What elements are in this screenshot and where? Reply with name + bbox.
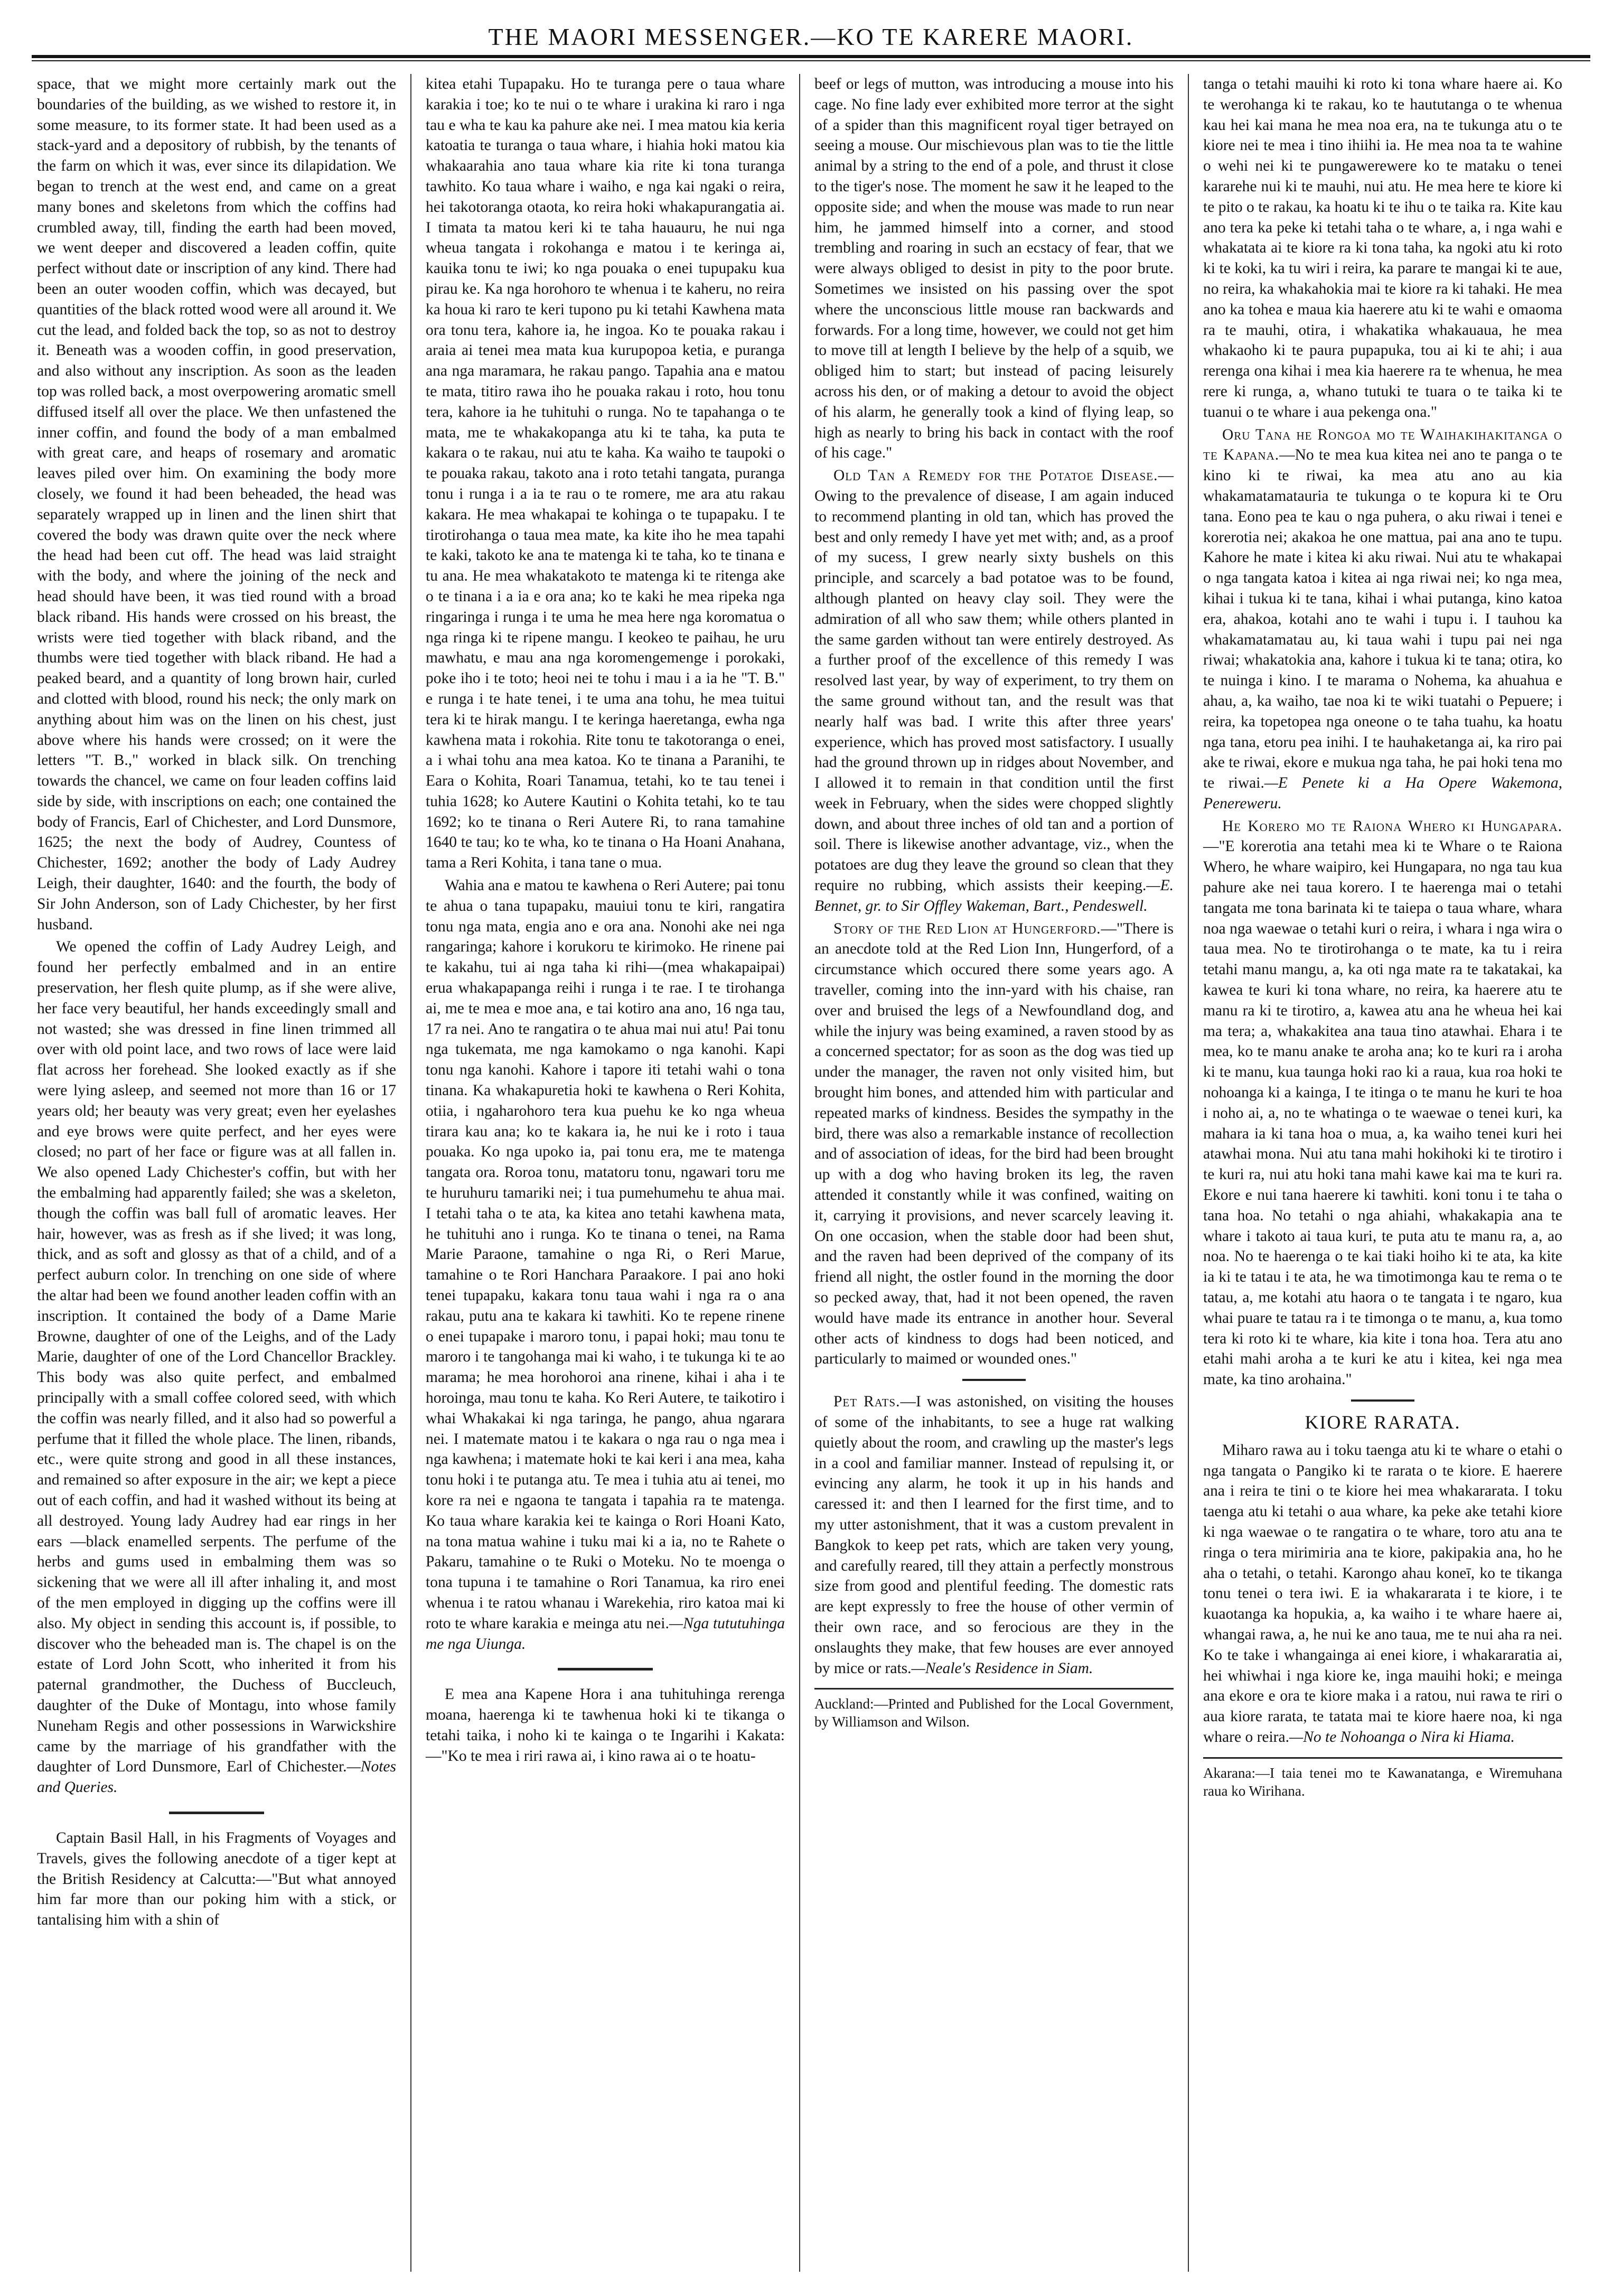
column-4 — [1203, 74, 1562, 1802]
article-paragraph: beef or legs of mutton, was introducing a mouse into his cage. No fine lady ever exhibited more terror at the sight of a spider than this magnificent royal tiger betrayed on seeing a mouse. Our mischievous plan was to tie the little animal by a string to the end of a pole, and thrust it close to the tiger's nose. The moment he saw it he leaped to the opposite side; and when the mouse was made to run near him, he jammed himself into a corner, and stood trembling and roaring in such an ecstacy of fear, that we were always obliged to desist in pity to the poor brute. Sometimes we insisted on his passing over the spot where the unconscious little mouse ran backwards and forwards. For a long time, however, we could not get him to move till at length I believe by the help of a squib, we obliged him to start; but instead of pacing leisurely across his den, or of making a detour to avoid the object of his alarm, he generally took a kind of flying leap, so high as nearly to bring his back in contact with the roof of his cage." — [814, 76, 1174, 462]
article-paragraph: He Korero mo te Raiona Whero ki Hungapara.—"E korerotia ana tetahi mea ki te Whare o te Raiona Whero, he whare waipiro, kei Hungapara, no nga tau kua pahure ake nei taua korero. I te haerenga mai o tetahi tangata me tona barinata ki te taiepa o taua whare, whara noa nga waewae o tetahi kuri o reira, i whara i nga wira o taua mea. No te tirotirohanga o te mate, ka tu i reira tetahi manu mangu, a, ka oti nga mate ra te takatakai, ka kawea te kuri ki tona whare, no reira, ka haerere atu te manu ra ki te tirotiro, a, kawea atu ana he wheua hei kai ma tera; a, whakakitea ana taua tino atawhai. Ehara i te mea, ko te manu anake te aroha ana; ko te kuri ra i aroha ki te manu, kua taunga hoki rao ki a raua, kua roa hoki te nohoanga ki a kainga, I te itinga o te manu he kuri te hoa i noho ai, a, no te whatinga o te waewae o tenei kuri, ka mahara ia ki tana hoa o mua, a, ka waiho tenei kuri hei atawhai mona. Nui atu tana mahi hokihoki ki te tirotiro i te kuri ra, nui atu hoki tana mahi kawe kai ma te kuri ra. Ekore e nui tana haerere ki tawhiti. koni tonu i te taha o tana hoa. No tetahi o nga ahiahi, whakakapia ana te whare i takoto ai taua kuri, te puta atu te manu ra, a, ao noa. No te haerenga o te kai tiaki hoiho ki te ata, ka kite ia ki te tatau i te ata, he wa timotimonga kau te rema o te tatau, a, me kotahi atu haora o te tangata i te ngaro, kua whai puare te tatau ra i te timonga o te manu, a, kua tomo tera ki roto ki te whare, kia kite i tona hoa. Tera atu ano etahi mahi aroha a te kuri ke atu i kitea, kei nga mea mate, ka tino arohaina." — [1203, 817, 1562, 1388]
article-paragraph: Oru Tana he Rongoa mo te Waihakihakitanga o te Kapana.—No te mea kua kitea nei ano te panga o te kino ki te riwai, ka mea atu ano au kia whakamatamatauria te tukunga o te kopura ki te Oru tana. Eono pea te kau o nga puhera, o aku riwai i tenei e korerotia nei; akakoa he one mattua, pai ana ano te tupu. Kahore he mate i kitea ki aku riwai. Nui atu te whakapai o nga tangata katoa i kitea ai nga riwai nei; ko nga mea, kihai i tukua ki te tana, kihai i whai putanga, kino katoa era, ahakoa, kotahi ano te wahi i tupu i. I tauhou ka whakamatamatau au, ki taua wahi i tupu pai nei nga riwai; whakatokia ana, kahore i tukua ki te tana; otira, ko te nuinga i kino. I te marama o Nohema, ka ahuahua e ahau, a, ka waiho, tae noa ki te wiki tuatahi o Pepuere; i reira, ka topetopea nga oneone o te taha tuahu, ka hoatu nga tana, etoru pea inihi. I te hauhaketanga ai, ka riro pai ake te riwai, ekore e mukua nga taha, he pai hoki tena mo te riwai.—E Penete ki a Ha Opere Wakemona, Penereweru. — [1203, 426, 1563, 812]
column-divider — [410, 74, 411, 2272]
source-attribution: —No te Nohoanga o Nira ki Hiama. — [1289, 1728, 1515, 1746]
article-heading: Pet Rats. — [833, 1393, 901, 1411]
article-paragraph: space, that we might more certainly mark out the boundaries of the building, as we wished to restore it, in some measure, to its former state. It had been used as a stack-yard and a depository of rubbish, by the tenants of the farm on which it was, ever since its dilapidation. We began to trench at the west end, and came on a great many bones and skeletons from which the coffins had crumbled away, till, finding the earth had been moved, we went deeper and discovered a leaden coffin, quite perfect without date or inscription of any kind. There had been an outer wooden coffin, which was decayed, but quantities of the black rotted wood were all around it. We cut the lead, and folded back the top, so as not to destroy it. Beneath was a wooden coffin, in good preservation, and also without any inscription. As soon as the leaden top was rolled back, a most overpowering aromatic smell diffused itself all over the place. We then unfastened the inner coffin, and found the body of a man embalmed with great care, and heaps of rosemary and aromatic leaves piled over him. On examining the body more closely, we found it had been beheaded, the head was separately wrapped up in linen and the linen shirt that covered the body was drawn quite over the neck where the head had been cut off. The head was laid straight with the body, and where the joining of the neck and head should have been, it was tied round with a broad black riband. His hands were crossed on his breast, the wrists were tied together with black riband, and the thumbs were tied together with black riband. He had a peaked beard, and a quantity of long brown hair, curled and clotted with blood, round his neck; the only mark on anything about him was on the linen on his chest, just above where his hands were crossed; on it were the letters "T. B.," worked in black silk. On trenching towards the chancel, we came on four leaden coffins laid side by side, with inscriptions on each; one contained the body of Francis, Earl of Chichester, and Lord Dunsmore, 1625; the next the body of Audrey, Countess of Chichester, 1692; another the body of Lady Audrey Leigh, their daughter, 1640: and the fourth, the body of Sir John Anderson, son of Lady Chichester, by her first husband. — [37, 76, 396, 933]
column-divider — [799, 74, 800, 2272]
article-paragraph: kitea etahi Tupapaku. Ho te turanga pere o taua whare karakia i toe; ko te nui o te whare i urakina ki raro i nga tau e wha te kau ka pahure ake nei. I mea matou kia keria katoatia te turanga o taua whare, i hiahia hoki matou kia whakaarahia ano taua whare kia rite ki tona turanga tawhito. Ko taua whare i waiho, e nga kai ngaki o reira, hei takotoranga otaota, ko reira hoki whakapurangatia ai. I timata ta matou keri ki te taha hauauru, he nui nga wheua tangata i rokohanga e matou i te keringa ai, kauika tonu te iwi; ko nga pouaka o enei tupupaku kua pirau ke. Ka nga horohoro te whenua i te kaheru, no reira ka houa ki raro te keri tupono pu ki tetahi Kawhena mata ora tonu tera, kahore ia, he ingoa. Ko te pouaka rakau i araia ai tenei mea mata kua kurupopoa ketia, e puranga ana nga maramara, he rakau pango. Tapahia ana e matou te mata, titiro rawa iho he pouaka rakau i roto, hou tonu tera, kahore ia he tuhituhi o runga. No te tapahanga o te mata, me te whakakopanga atu ki te taha, ka puta te kakara o te rakau, nui atu te kaha. Ka waiho te taupoki o te pouaka rakau, takoto ana i roto tetahi tangata, puranga tonu i runga i a ia te rau o te romere, me ara atu rakau kakara. He mea whakapai te kohinga o te tupapaku. I te tirotirohanga o taua mea mate, ka kite iho he mea tapahi te kaki, takoto ke ana te matenga ki te taha, ko te tinana e tu ana. He mea whakatakoto te matenga ki te ritenga ake o te tinana i a ia e ora ana; ko te kaki he mea ripeka nga ringaringa i runga i te uma he mea here nga koromatua o nga ringa ki te ripene mangu. I keokeo te paihau, he uru mawhatu, e mau ana nga koromengemenge i porokaki, poke iho i te toto; heoi nei te tohu i mau i a ia he "T. B." e runga i te hate tenei, i te uma ana tohu, he mea tuitui tera ki te hirak mangu. I te keringa haeretanga, ewha nga kawhena mata i rokohia. Rite tonu te takotoranga o enei, a i whai tohu ana mea katoa. Ko te tinana a Paranihi, te Eara o Kohita, Roari Tanamua, tetahi, ko te tau tenei i tuhia 1628; ko Autere Kautini o Kohita tetahi, ko te tau 1692; ko te tinana o Reri Autere Ri, to rana tamahine 1640 te tau; ko te wha, ko te tinana o Ha Hoani Anahana, tama a Reri Kohita, i tana tane o mua. — [426, 76, 785, 872]
article-paragraph: Pet Rats.—I was astonished, on visiting the houses of some of the inhabitants, to see a huge rat walking quietly about the room, and crawling up the master's legs in a cool and familiar manner. Instead of repulsing it, or evincing any alarm, he took it up in his hands and caressed it: and then I learned for the first time, and to my utter astonishment, that it was a custom prevalent in Bangkok to keep pet rats, which are taken very young, and carefully reared, till they attain a perfectly monstrous size from good and plentiful feeding. The domestic rats are kept expressly to free the house of other vermin of their own race, and so ferocious are they in the onslaughts they make, that few houses are ever annoyed by mice or rats.—Neale's Residence in Siam. — [814, 1393, 1174, 1677]
section-separator — [962, 1379, 1026, 1381]
article-paragraph: Captain Basil Hall, in his Fragments of Voyages and Travels, gives the following anecdote of a tiger kept at the British Residency at Calcutta:—"But what annoyed him far more than our poking him with a stick, or tantalising him with a shin of — [37, 1829, 396, 1929]
article-paragraph: E mea ana Kapene Hora i ana tuhituhinga rerenga moana, haerenga ki te tawhenua hoki ki te tikanga o tetahi taika, i noho ki te kainga o te Ingarihi i Kakata:—"Ko te mea i riri rawa ai, i kino rawa ai o te hoatu- — [426, 1686, 785, 1765]
imprint-block — [814, 1688, 1174, 1731]
article-heading: Oru Tana he Rongoa mo te Waihakihakitanga o te Kapana. — [1203, 426, 1562, 464]
column-divider — [1188, 74, 1189, 2272]
imprint-text: Auckland:—Printed and Published for the Local Government, by Williamson and Wilson. — [814, 1696, 1174, 1730]
article-heading: Story of the Red Lion at Hungerford. — [833, 920, 1101, 937]
masthead-rule-thin — [32, 60, 1590, 61]
column-3 — [814, 74, 1174, 1733]
article-paragraph: We opened the coffin of Lady Audrey Leigh, and found her perfectly embalmed and in an entire preservation, her flesh quite plump, as if she were alive, her face very beautiful, her hands exceedingly small and not wasted; she was dressed in fine linen trimmed all over with old point lace, and two rows of lace were laid flat across her forehead. She looked exactly as if she were lying asleep, and seemed not more than 16 or 17 years old; her beauty was very great; even her eyelashes and eye brows were quite perfect, and her eyes were closed; no part of her face or figure was at all fallen in. We also opened Lady Chichester's coffin, but with her the embalming had apparently failed; she was a skeleton, though the coffin was ball full of aromatic leaves. Her hair, however, was as fresh as if she lived; it was long, thick, and as soft and glossy as that of a child, and of a perfect auburn color. In trenching on one side of where the altar had been we found another leaden coffin with an inscription. It contained the body of a Dame Marie Browne, daughter of one of the Leighs, and of the Lady Marie, daughter of one of the Lord Chancellor Brackley. This body was also quite perfect, and embalmed principally with a small coffee colored seed, with which the coffin was nearly filled, and it also had so powerful a perfume that it filled the whole place. The linen, ribands, etc., were quite strong and good in all these instances, and remained so after exposure in the air; we kept a piece out of each coffin, and had it washed without its being at all destroyed. Young lady Audrey had ear rings in her ears —black enamelled serpents. The perfume of the herbs and gums used in embalming them was so sickening that we were all ill after inhaling it, and most of the men employed in digging up the coffins were ill also. My object in sending this account is, if possible, to discover who the beheaded man is. The chapel is on the estate of Lord John Scott, who inherited it from his paternal grandmother, the Duchess of Buccleuch, daughter of the Duke of Montagu, into whose family Nuneham Regis and other possessions in Warwickshire came by the marriage of his grandfather with the daughter of Lord Dunsmore, Earl of Chichester.—Notes and Queries. — [37, 938, 396, 1796]
source-attribution: —Neale's Residence in Siam. — [911, 1659, 1093, 1677]
column-1 — [37, 74, 396, 1933]
source-attribution: —E Penete ki a Ha Opere Wakemona, Penereweru. — [1203, 774, 1563, 812]
article-paragraph: Miharo rawa au i toku taenga atu ki te whare o etahi o nga tangata o Pangiko ki te rarata o te kiore. E haerere ana i reira te tini o te kiore hei mea whakararata. I toku taenga atu ki tetahi o aua whare, ka peke ake tetahi kiore ki nga waewae o te rangatira o te whare, toro atu ana te ringa o tera mirimiria ana te kiore, pakipakia ana, ho he aha o tetahi, o tetahi. Karongo ahau koneī, ko te tikanga tonu tenei o tera iwi. E ia whakararata i te kiore, i te kuaotanga ka hopukia, a, ka waiho i te whare haere ai, whangai rawa, a, he nui ke ano taua, me te nui aha ra nei. Ko te take i whangainga ai enei kiore, i whakararatia ai, hei whiwhai i nga kiore ke, inga mauihi hoki; e meinga ana ekore e ora te kiore maka i a ratou, nui rawa te riri o aua kiore rarata, te tatata mai te kiore haere noa, ki nga whare o reira.—No te Nohoanga o Nira ki Hiama. — [1203, 1441, 1562, 1746]
article-paragraph: Story of the Red Lion at Hungerford.—"There is an anecdote told at the Red Lion Inn, Hungerford, of a circumstance which occured there some years ago. A traveller, coming into the inn-yard with his chaise, ran over and bruised the legs of a Newfoundland dog, and while the injury was being examined, a raven stood by as a concerned spectator; for as soon as the dog was tied up under the manager, the raven not only visited him, but brought him bones, and attended him with particular and repeated marks of kindness. Besides the sympathy in the bird, there was also a remarkable instance of recollection and of association of ideas, for the bird had been brought up with a dog who having broken its leg, the raven attended it constantly while it was confined, waiting on it, carrying it provisions, and never scarcely leaving it. On one occasion, when the stable door had been shut, and the raven had been deprived of the company of its friend all night, the ostler found in the morning the door so pecked away, that, had it not been opened, the raven would have made its entrance in another hour. Several other acts of kindness to dogs had been noticed, and particularly to maimed or wounded ones." — [814, 920, 1174, 1368]
source-attribution: —Notes and Queries. — [37, 1758, 396, 1796]
article-heading: He Korero mo te Raiona Whero ki Hungapara. — [1222, 817, 1562, 835]
imprint-text: Akarana:—I taia tenei mo te Kawanatanga, e Wiremuhana raua ko Wirihana. — [1203, 1765, 1562, 1799]
article-paragraph: Wahia ana e matou te kawhena o Reri Autere; pai tonu te ahua o tana tupapaku, mauiui tonu te kiri, rangatira tonu nga mata, engia ano e ora ana. Nonohi ake nei nga rangaringa; kahore i korukoru te kirimoko. He rinene pai te kakahu, tui ai nga taha ki rihi—(mea whakapaipai) erua whakapapanga reihi i runga i te rae. I te tirohanga ai, me te mea e moe ana, e tai kotiro ana ano, 16 nga tau, 17 ra nei. Ano te rangatira o te ahua mai nui atu! Pai tonu nga tukemata, me nga kamokamo o nga kanohi. Kapi tonu nga kanohi. Kahore i tapore iti tetahi wahi o tona tinana. Ka whakapuretia hoki te kawhena o Reri Kohita, otiia, i ngaharohoro tera kua puehu ke ko nga wheua tirara kau ana; ko te kakara ia, he nui ke i roto i taua pouaka. Ko nga upoko ia, pai tonu era, me te matenga tangata ora. Roroa tonu, matatoru tonu, ngawari toru me te huruhuru tamariki nei; i tua pumehumehu te ahua mai. I tetahi taha o te ata, ka kitea ano tetahi kawhena mata, he tuhituhi ano i runga. Ko te tinana o tenei, na Rama Marie Paraone, tamahine o nga Ri, o Reri Marue, tamahine o te Rori Hanchara Paraakore. I pai ano hoki tenei tupapaku, kakara tonu taua wahi i nga ra o ana rakau, putu ana te kakara ki tawhiti. Ko te repene rinene o enei tupapake i maroro tonu, i papai hoki; mau tonu te maroro i te tangohanga mai ki waho, i te tukunga ki te ao marama; he mea horohoroi ana rinene, kihai i aha i te horoinga, mau tonu te kaha. Ko Reri Autere, te taikotiro i whai Whakakai ki nga taringa, he pango, ahua ngarara nei. I matemate matou i te kakara o nga rau o nga mea i nga kawhena; i matemate hoki te kai keri i ana mea, kaha tonu hoki i te putanga atu. Te mea i tuhia atu ai tenei, mo kore ra nei e ngaona te tangata i tapahia ra te matenga. Ko taua whare karakia kei te kainga o Rori Hoani Kato, na tona matua wahine i tuku mai ki a ia, no te Rahete o Pakaru, tamahine o te Ruki o Moteku. No te moenga o tona tupuna i te tamahine o Rori Tanamua, ka riro enei whenua i te ratou whanau i Warekehia, riro katoa mai ki roto te whare karakia e meinga atu nei.—Nga tututuhinga me nga Uiunga. — [426, 877, 785, 1653]
imprint-block — [1203, 1757, 1562, 1800]
section-heading: KIORE RARATA. — [1305, 1412, 1461, 1433]
section-separator — [1351, 1399, 1414, 1402]
section-separator — [169, 1812, 264, 1814]
masthead-rule-thick — [32, 55, 1590, 58]
masthead-title: THE MAORI MESSENGER.—KO TE KARERE MAORI. — [488, 23, 1134, 50]
section-separator — [558, 1668, 653, 1670]
article-paragraph: tanga o tetahi mauihi ki roto ki tona whare haere ai. Ko te werohanga ki te rakau, ko te haututanga o te whenua kau hei kai mana he mea noa era, na te tukunga atu o te kiore nei te mea i tino ihiihi ia. He mea noa ta te wahine o wehi nei ki te pungawerewere ko te mataku o tenei kararehe nui ki te mauhi, nui atu. He mea here te kiore ki te pito o te rakau, ka hoatu ki te ihu o te taika ra. Kite kau ano tera ka peke ki tetahi taha o te whare, a, i nga wahi e whakatata ai te kiore ra ki tona taha, ka ngoki atu ki roto ki te koki, ka tu wiri i reira, ka parare te mangai ki te aue, no reira, ka whakahokia mai te kiore ra ki tahaki. He mea ano ka tohea e maua kia haerere atu ki te wahi e omaoma ra te mauhi, otira, i whakatika whakauaua, he mea whakaoho ki te paura pupapuka, tou ai ki te ahi; i aua rerenga ona kihai i mea kia haerere ra te whenua, he mea rere ki runga, a, whano tutuki te tuara o te taika ki te tuanui o te whare i aua pekenga ona." — [1203, 76, 1562, 421]
article-heading: Old Tan a Remedy for the Potatoe Disease. — [833, 467, 1158, 484]
column-2 — [426, 74, 785, 1769]
source-attribution: —Nga tututuhinga me nga Uiunga. — [426, 1614, 785, 1653]
article-paragraph: Old Tan a Remedy for the Potatoe Disease.—Owing to the prevalence of disease, I am again induced to recommend planting in old tan, which has proved the best and only remedy I have yet met with; and, as a proof of my sucess, I grew nearly sixty bushels on this principle, and scarcely a bad potatoe was to be found, although planted on heavy clay soil. They were the admiration of all who saw them; while others planted in the same garden without tan were entirely destroyed. As a further proof of the excellence of this remedy I was resolved last year, by way of experiment, to try them on the same ground without tan, and the result was that nearly half was bad. I write this after three years' experience, which has proved most satisfactory. I usually had the ground thrown up in ridges about November, and I allowed it to remain in that condition until the first week in February, when the sides were chopped slightly down, and about three inches of old tan and a portion of soil. There is likewise another advantage, viz., when the potatoes are dug they leave the ground so clean that they require no rubbing, which assists their keeping.—E. Bennet, gr. to Sir Offley Wakeman, Bart., Pendeswell. — [814, 467, 1174, 914]
source-attribution: —E. Bennet, gr. to Sir Offley Wakeman, Bart., Pendeswell. — [814, 877, 1174, 914]
